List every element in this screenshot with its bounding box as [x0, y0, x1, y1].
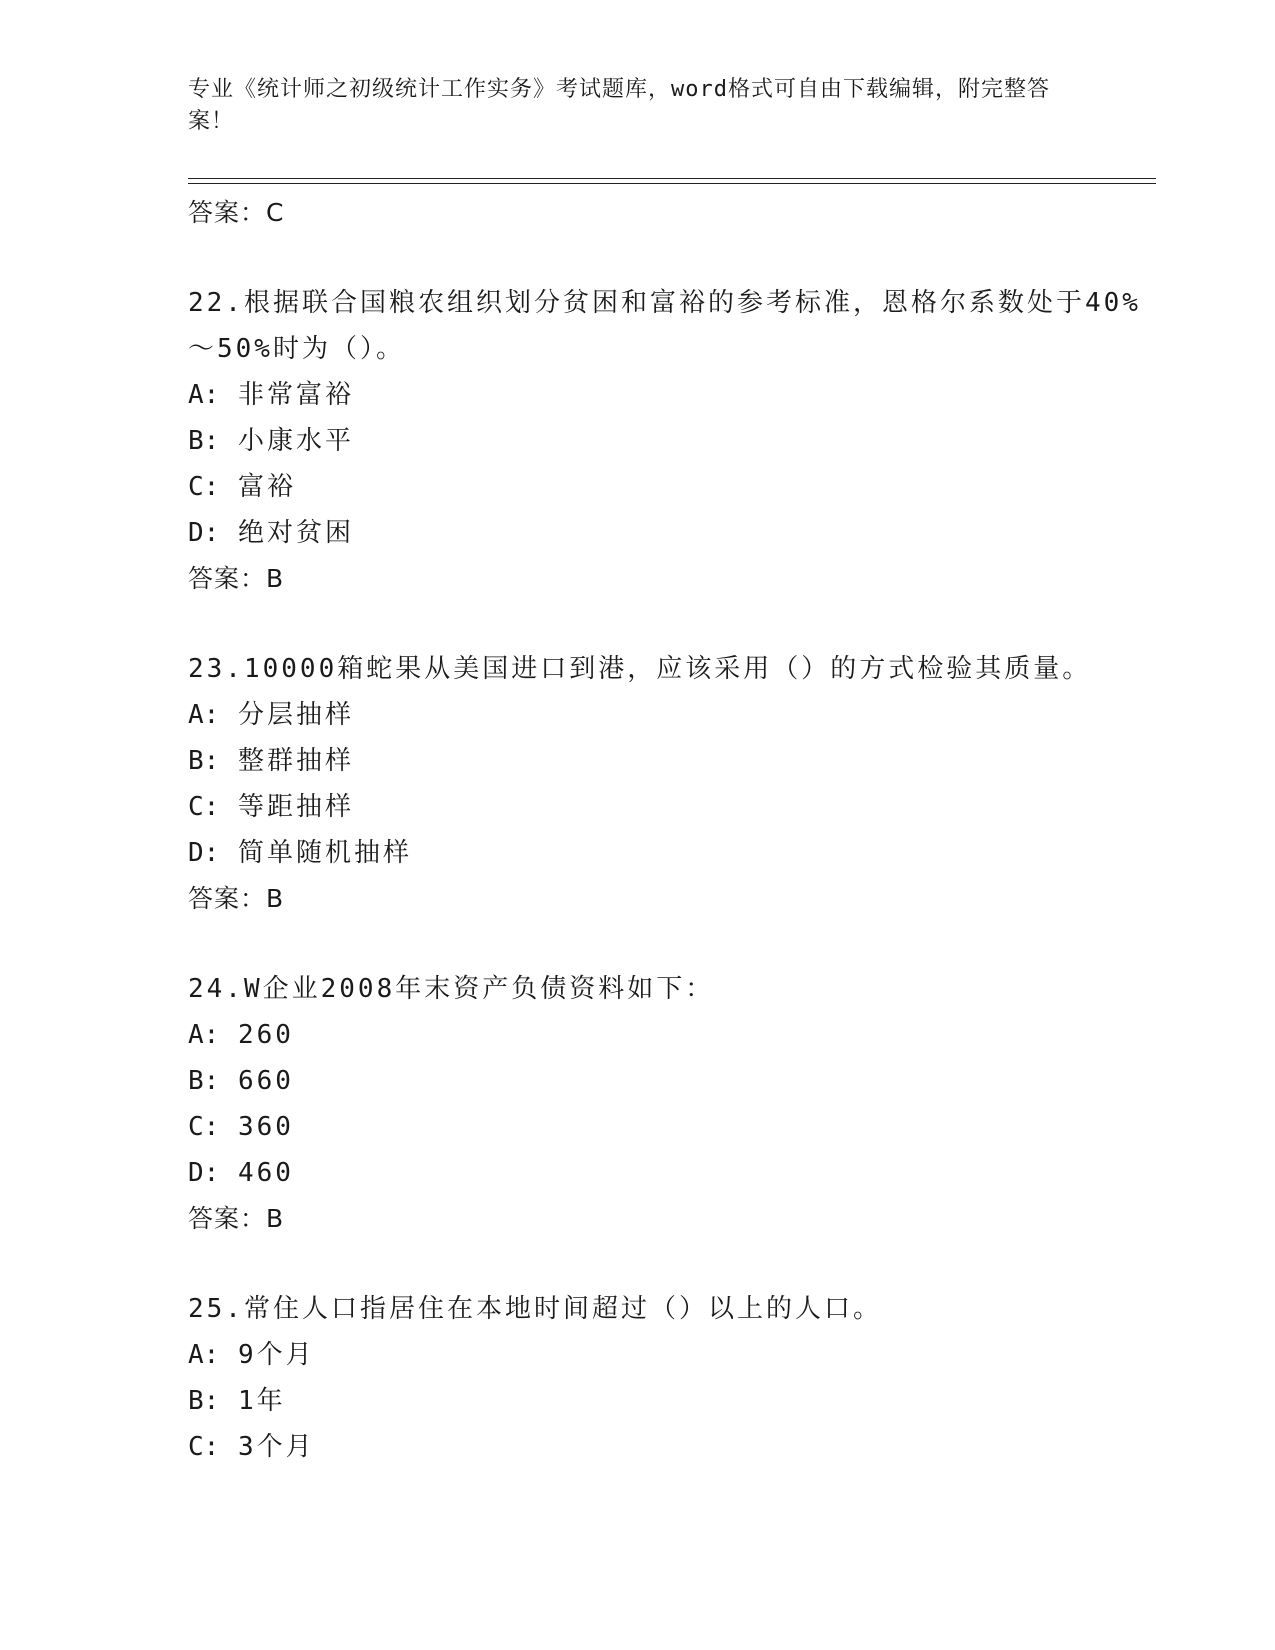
- option-letter: B:: [188, 1386, 220, 1416]
- option-item: [188, 1104, 1148, 1150]
- question-block: [188, 1286, 1148, 1470]
- option-letter: B:: [188, 746, 220, 776]
- option-item: [188, 784, 1148, 830]
- option-text: 460: [237, 1158, 294, 1188]
- option-text: 360: [237, 1112, 294, 1142]
- option-text: 小康水平: [237, 426, 354, 456]
- answer-line: 答案：C: [188, 198, 285, 227]
- option-letter: A:: [188, 1340, 220, 1370]
- header-divider-top: [188, 178, 1156, 179]
- option-text: 等距抽样: [237, 792, 354, 822]
- option-item: [188, 1012, 1148, 1058]
- question-stem: 25.常住人口指居住在本地时间超过（）以上的人口。: [188, 1294, 882, 1324]
- option-letter: C:: [188, 792, 220, 822]
- option-text: 260: [237, 1020, 294, 1050]
- option-item: [188, 1378, 1148, 1424]
- answer-line: 答案：B: [188, 884, 285, 913]
- option-letter: A:: [188, 380, 220, 410]
- option-letter: B:: [188, 426, 220, 456]
- option-item: [188, 464, 1148, 510]
- option-item: [188, 1424, 1148, 1470]
- option-item: [188, 372, 1148, 418]
- option-item: [188, 1332, 1148, 1378]
- option-item: [188, 1150, 1148, 1196]
- option-text: 1年: [237, 1386, 286, 1416]
- option-letter: C:: [188, 1112, 220, 1142]
- answer-line: 答案：B: [188, 1204, 285, 1233]
- question-block: [188, 966, 1148, 1242]
- option-letter: B:: [188, 1066, 220, 1096]
- option-text: 非常富裕: [237, 380, 354, 410]
- option-item: [188, 418, 1148, 464]
- option-text: 富裕: [237, 472, 296, 502]
- question-list: [188, 190, 1148, 1470]
- option-letter: A:: [188, 1020, 220, 1050]
- option-text: 简单随机抽样: [237, 838, 412, 868]
- question-stem: 24.W企业2008年末资产负债资料如下：: [188, 974, 715, 1004]
- option-text: 绝对贫困: [237, 518, 354, 548]
- option-item: [188, 830, 1148, 876]
- option-letter: D:: [188, 518, 220, 548]
- option-item: [188, 738, 1148, 784]
- answer-line: 答案：B: [188, 564, 285, 593]
- option-letter: D:: [188, 838, 220, 868]
- header-divider-bottom: [188, 183, 1156, 184]
- option-letter: D:: [188, 1158, 220, 1188]
- option-text: 3个月: [237, 1432, 315, 1462]
- question-block: [188, 646, 1148, 922]
- question-block: [188, 280, 1148, 602]
- option-text: 660: [237, 1066, 294, 1096]
- option-item: [188, 692, 1148, 738]
- option-letter: C:: [188, 1432, 220, 1462]
- option-letter: A:: [188, 700, 220, 730]
- option-text: 9个月: [237, 1340, 315, 1370]
- option-item: [188, 1058, 1148, 1104]
- question-stem: 22.根据联合国粮农组织划分贫困和富裕的参考标准，恩格尔系数处于40%～50%时为（）。: [188, 288, 1141, 364]
- option-item: [188, 510, 1148, 556]
- question-stem: 23.10000箱蛇果从美国进口到港，应该采用（）的方式检验其质量。: [188, 654, 1092, 684]
- document-header: 专业《统计师之初级统计工作实务》考试题库，word格式可自由下载编辑，附完整答案！: [188, 77, 1050, 134]
- option-letter: C:: [188, 472, 220, 502]
- option-text: 整群抽样: [237, 746, 354, 776]
- option-text: 分层抽样: [237, 700, 354, 730]
